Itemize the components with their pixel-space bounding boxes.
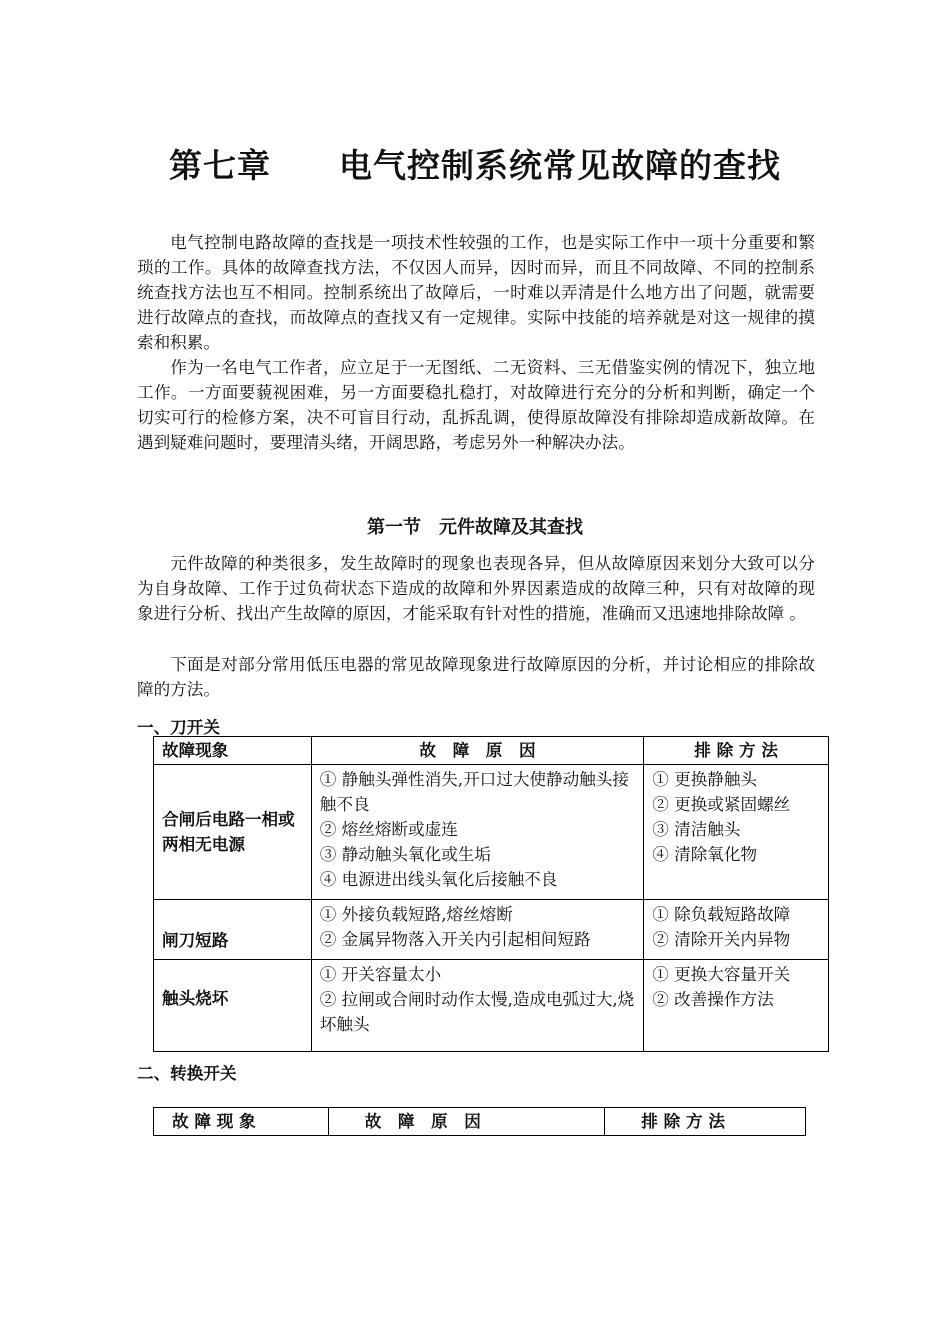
chapter-title: 第七章 电气控制系统常见故障的查找: [169, 146, 781, 185]
table-row: [154, 765, 829, 900]
table-row: [154, 900, 829, 960]
row-causes: [311, 765, 643, 900]
row-causes: [311, 960, 643, 1052]
header-cause: 故 障 原 因: [311, 737, 643, 765]
cause-item: ① 外接负载短路,熔丝熔断: [319, 905, 513, 924]
remedy-item: ① 除负载短路故障: [652, 905, 791, 924]
header-cause: 故 障 原 因: [328, 1108, 605, 1136]
knife-switch-table: [153, 736, 829, 1052]
cause-item: ④ 电源进出线头氧化后接触不良: [319, 870, 558, 889]
row-phenomenon-text: 触头烧坏: [162, 989, 229, 1008]
cause-item: ② 金属异物落入开关内引起相间短路: [319, 930, 591, 949]
remedy-item: ④ 清除氧化物: [652, 845, 758, 864]
section-paragraph-1: 元件故障的种类很多，发生故障时的现象也表现各异，但从故障原因来划分大致可以分为自身故障、工作于过负荷状态下造成的故障和外界因素造成的故障三种，只有对故障的现象进行分析、找出产生故障的原因，才能采取有针对性的措施，准确而又迅速地排除故障 。: [137, 554, 815, 623]
cause-item: ② 熔丝熔断或虚连: [319, 820, 458, 839]
cause-item: ② 拉闸或合闸时动作太慢,造成电弧过大,烧坏触头: [319, 990, 635, 1034]
cause-item: ① 开关容量太小: [319, 965, 442, 984]
row-remedies: [644, 960, 829, 1052]
remedy-item: ② 更换或紧固螺丝: [652, 795, 791, 814]
cause-item: ① 静触头弹性消失,开口过大使静动触头接触不良: [319, 770, 630, 814]
transfer-switch-table: [153, 1107, 806, 1136]
header-phenomenon: 故 障 现 象: [154, 1108, 329, 1136]
table-row: [154, 960, 829, 1052]
transfer-switch-heading: 二、转换开关: [137, 1064, 237, 1083]
header-remedy: 排 除 方 法: [644, 737, 829, 765]
intro-paragraph-2: 作为一名电气工作者，应立足于一无图纸、二无资料、三无借鉴实例的情况下，独立地工作。一方面要藐视困难，另一方面要稳扎稳打，对故障进行充分的分析和判断，确定一个切实可行的检修方案，决不可盲目行动，乱拆乱调，使得原故障没有排除却造成新故障。在遇到疑难问题时，要理清头绪，开阔思路，考虑另外一种解决办法。: [137, 358, 815, 452]
row-phenomenon: 合闸后电路一相或两相无电源: [154, 765, 312, 900]
header-remedy: 排 除 方 法: [605, 1108, 806, 1136]
table-header-row: [154, 1108, 806, 1136]
header-phenomenon: 故障现象: [154, 737, 312, 765]
section-title: 第一节 元件故障及其查找: [367, 517, 583, 538]
cause-item: ③ 静动触头氧化或生垢: [319, 845, 491, 864]
row-phenomenon: [154, 900, 312, 960]
remedy-item: ③ 清洁触头: [652, 820, 741, 839]
table-header-row: [154, 737, 829, 765]
intro-paragraph-1: 电气控制电路故障的查找是一项技术性较强的工作，也是实际工作中一项十分重要和繁琐的工作。具体的故障查找方法，不仅因人而异，因时而异，而且不同故障、不同的控制系统查找方法也互不相同。控制系统出了故障后，一时难以弄清是什么地方出了问题，就需要进行故障点的查找，而故障点的查找又有一定规律。实际中技能的培养就是对这一规律的摸索和积累。: [137, 233, 815, 352]
row-remedies: [644, 900, 829, 960]
remedy-item: ① 更换静触头: [652, 770, 758, 789]
row-remedies: [644, 765, 829, 900]
row-phenomenon-text: 闸刀短路: [162, 931, 229, 950]
remedy-item: ② 改善操作方法: [652, 990, 774, 1009]
knife-switch-heading: 一、刀开关: [137, 718, 220, 737]
row-causes: [311, 900, 643, 960]
section-paragraph-2: 下面是对部分常用低压电器的常见故障现象进行故障原因的分析，并讨论相应的排除故障的方法。: [137, 655, 815, 699]
remedy-item: ② 清除开关内异物: [652, 930, 791, 949]
row-phenomenon: [154, 960, 312, 1052]
remedy-item: ① 更换大容量开关: [652, 965, 791, 984]
